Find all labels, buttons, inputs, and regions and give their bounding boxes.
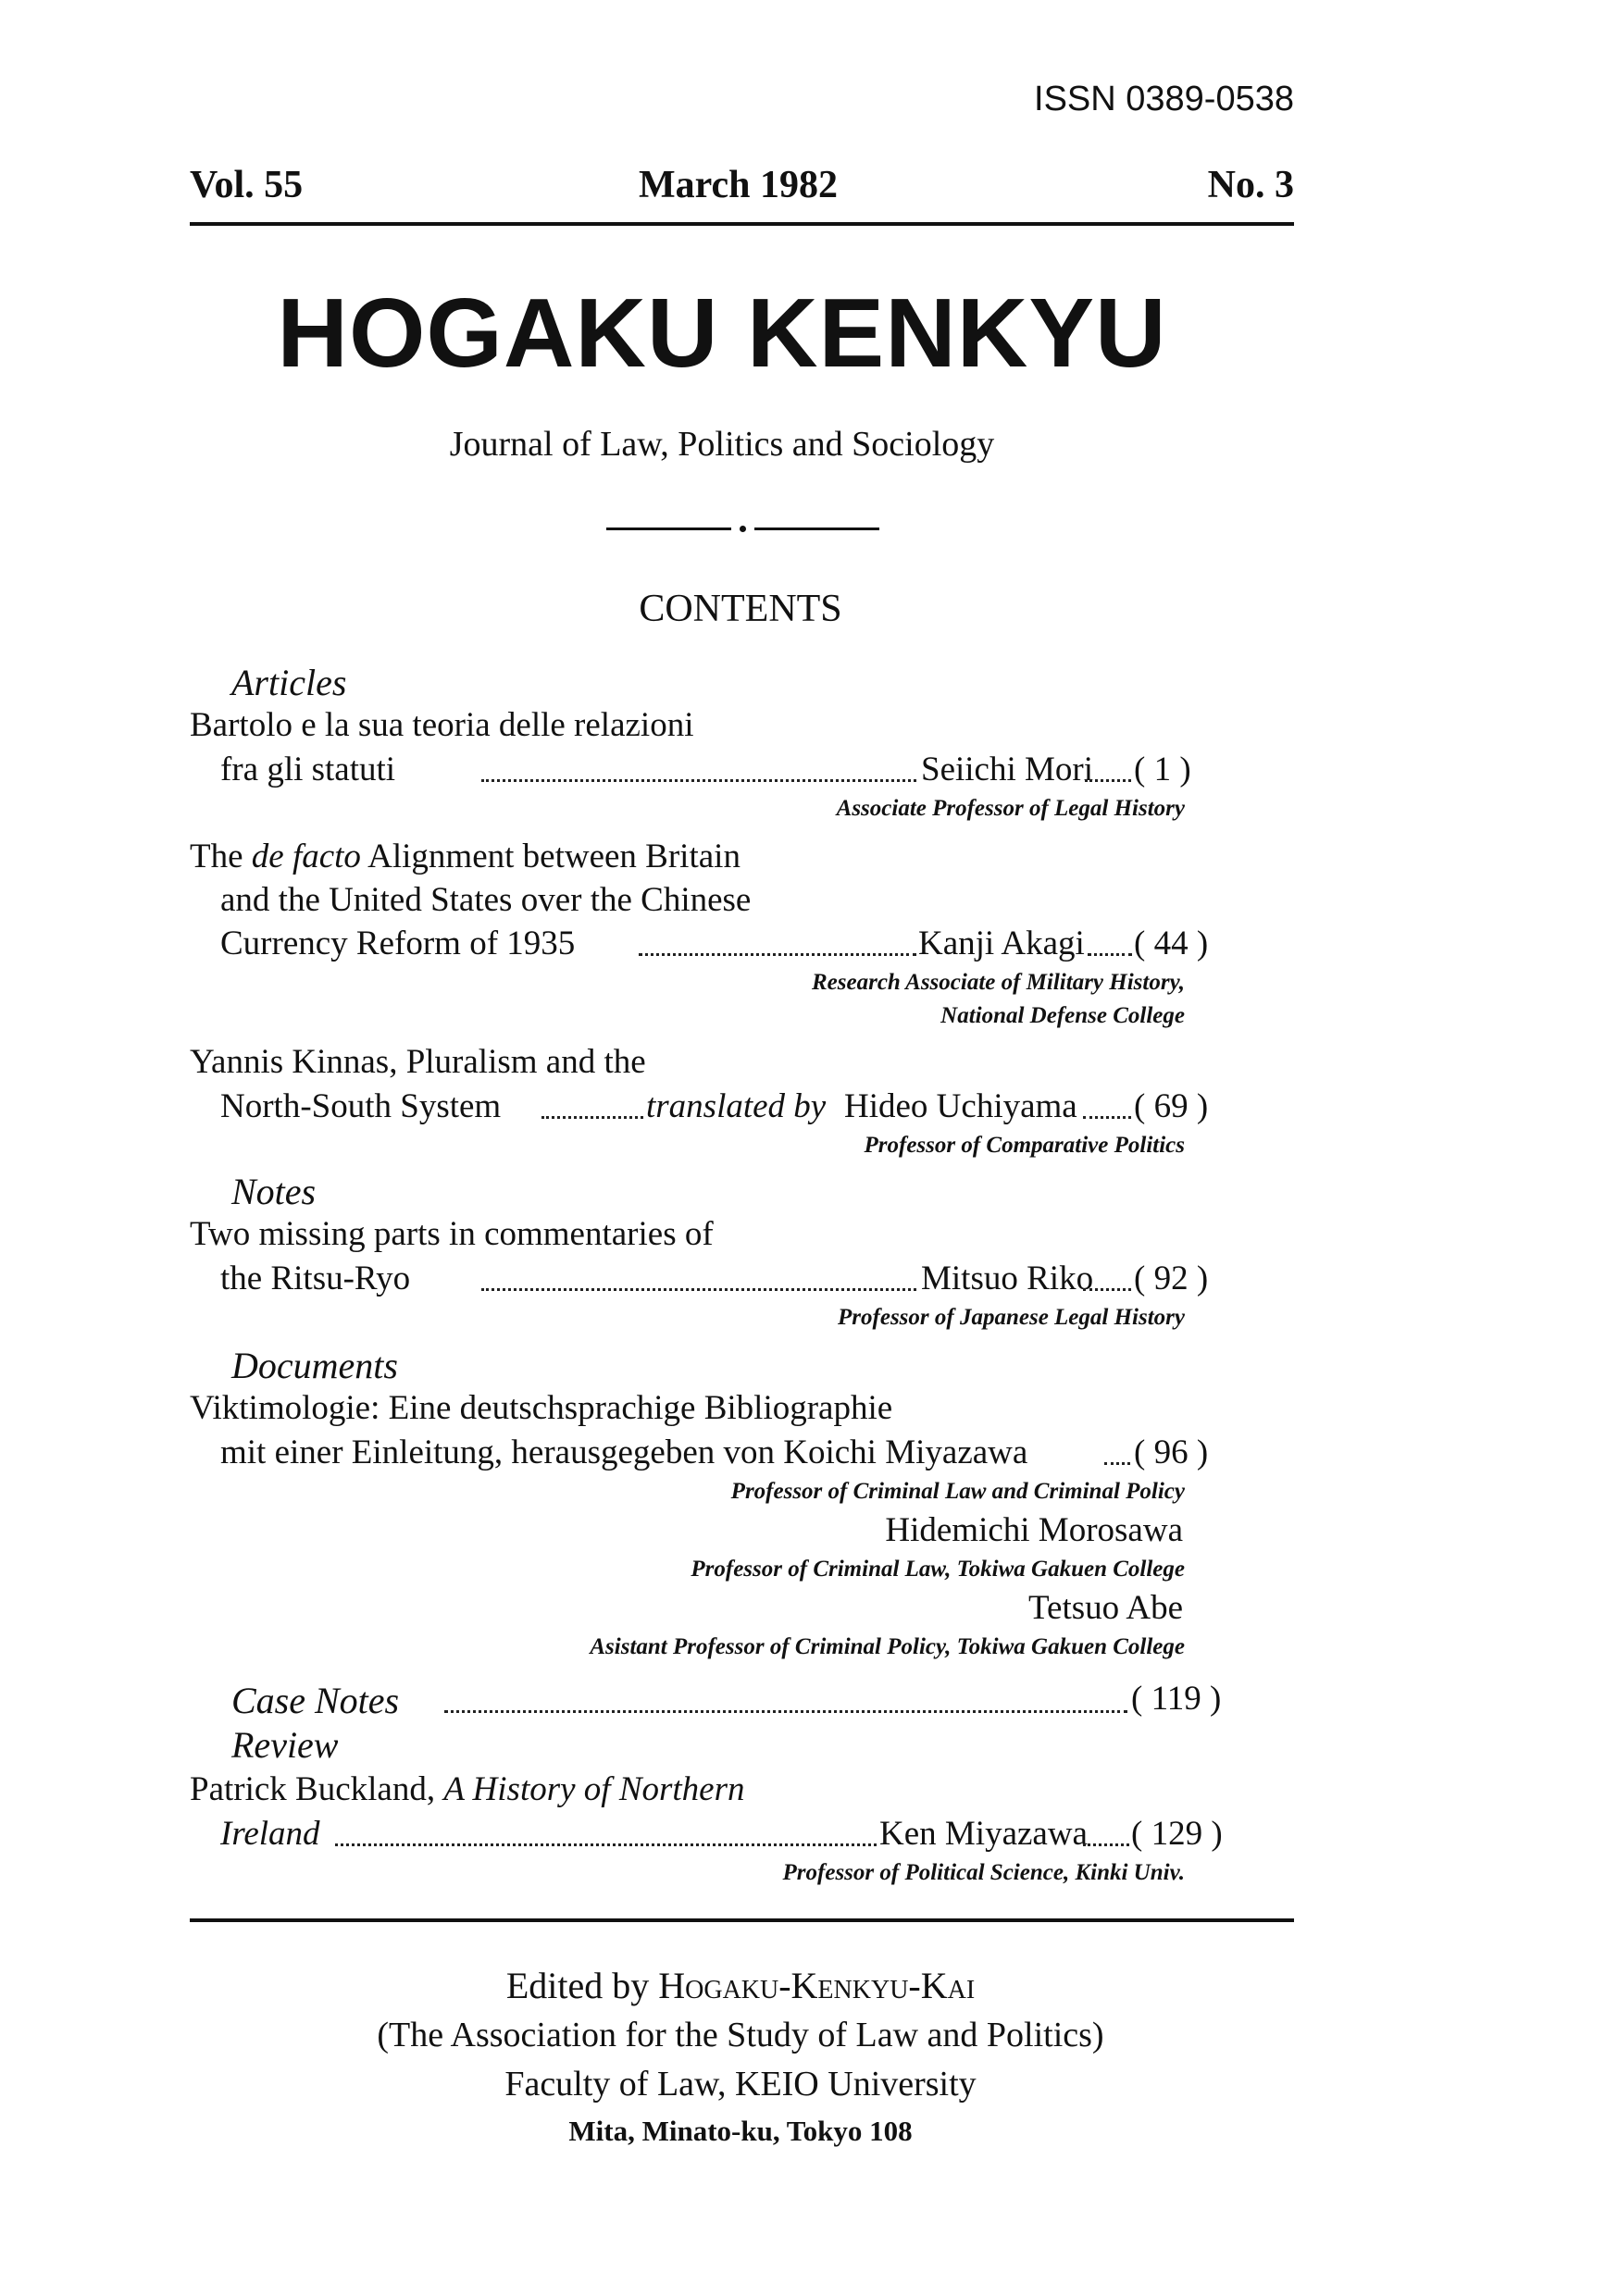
section-documents: Documents: [231, 1345, 398, 1386]
entry-uchiyama-line1: Yannis Kinnas, Pluralism and the: [190, 1043, 646, 1081]
entry-miyazawa-line2: mit einer Einleitung, herausgegeben von Koichi Miyazawa: [220, 1433, 1028, 1471]
section-case-notes: Case Notes: [231, 1680, 400, 1721]
entry-buckland-line2: Ireland: [220, 1815, 320, 1853]
entry-akagi-page: ( 44 ): [1134, 925, 1209, 962]
entry-akagi-affiliation2: National Defense College: [940, 1003, 1185, 1028]
case-notes-page: ( 119 ): [1131, 1680, 1222, 1718]
entry-riko-line1: Two missing parts in commentaries of: [190, 1215, 714, 1253]
entry-riko-line2: the Ritsu-Ryo: [220, 1260, 411, 1297]
entry-akagi-line3: Currency Reform of 1935: [220, 925, 576, 962]
entry-miyazawa-line1: Viktimologie: Eine deutschsprachige Bibliographie: [190, 1389, 893, 1427]
leader-dots: [1083, 1116, 1131, 1119]
entry-mori-author: Seiichi Mori: [921, 751, 1094, 788]
leader-dots: [541, 1116, 643, 1119]
entry-uchiyama-line2: North-South System: [220, 1087, 502, 1125]
ornament-divider: [606, 525, 884, 534]
entry-akagi-affiliation1: Research Associate of Military History,: [812, 970, 1185, 995]
entry-riko-author: Mitsuo Riko: [921, 1260, 1094, 1297]
entry-mori-line2: fra gli statuti: [220, 751, 396, 788]
bottom-rule: [190, 1918, 1294, 1922]
entry-miyazawa-page: ( 96 ): [1134, 1433, 1209, 1471]
footer-faculty: Faculty of Law, KEIO University: [504, 2065, 977, 2104]
section-review: Review: [231, 1724, 339, 1766]
akagi-line1-post: Alignment between Britain: [367, 838, 741, 875]
top-rule: [190, 222, 1294, 226]
volume: Vol. 55: [190, 164, 304, 206]
akagi-line1-pre: The: [190, 838, 243, 875]
entry-mori-affiliation: Associate Professor of Legal History: [836, 796, 1185, 821]
entry-morosawa-affiliation: Professor of Criminal Law, Tokiwa Gakuen College: [691, 1557, 1185, 1582]
footer-edited-by: [0, 1964, 1481, 2007]
leader-dots: [444, 1710, 1127, 1713]
footer-association: (The Association for the Study of Law and Politics): [377, 2016, 1104, 2054]
leader-dots: [1085, 779, 1131, 782]
leader-dots: [1088, 953, 1132, 956]
entry-abe-author: Tetsuo Abe: [1028, 1589, 1183, 1627]
section-articles: Articles: [231, 662, 347, 703]
entry-abe-affiliation: Asistant Professor of Criminal Policy, Tokiwa Gakuen College: [590, 1634, 1185, 1659]
entry-riko-page: ( 92 ): [1134, 1260, 1209, 1297]
entry-akagi-line2: and the United States over the Chinese: [220, 881, 752, 919]
entry-uchiyama-author: Hideo Uchiyama: [844, 1087, 1077, 1125]
buckland-author-book: Patrick Buckland,: [190, 1770, 436, 1808]
leader-dots: [1083, 1288, 1131, 1291]
issue-number: No. 3: [1207, 164, 1294, 206]
leader-dots: [481, 1288, 916, 1291]
entry-buckland-reviewer: Ken Miyazawa: [879, 1815, 1088, 1853]
entry-akagi-line1: [190, 837, 741, 876]
contents-heading: CONTENTS: [639, 588, 842, 630]
edited-by-label: Edited by: [505, 1965, 650, 2006]
entry-morosawa-author: Hidemichi Morosawa: [885, 1511, 1183, 1549]
leader-dots: [639, 953, 916, 956]
entry-miyazawa-affiliation: Professor of Criminal Law and Criminal Policy: [730, 1479, 1185, 1504]
footer-address: Mita, Minato-ku, Tokyo 108: [568, 2115, 913, 2147]
issn: ISSN 0389-0538: [1034, 80, 1294, 118]
entry-mori-page: ( 1 ): [1134, 751, 1191, 788]
entry-buckland-affiliation: Professor of Political Science, Kinki Univ.: [782, 1860, 1185, 1885]
leader-dots: [481, 779, 916, 782]
entry-buckland-line1: [190, 1769, 745, 1809]
entry-akagi-author: Kanji Akagi: [918, 925, 1085, 962]
journal-subtitle: Journal of Law, Politics and Sociology: [449, 425, 995, 464]
section-notes: Notes: [231, 1171, 317, 1212]
entry-buckland-page: ( 129 ): [1131, 1815, 1223, 1853]
issue-date: March 1982: [639, 164, 839, 206]
leader-dots: [1104, 1462, 1130, 1465]
buckland-title-part1: A History of Northern: [443, 1770, 745, 1808]
entry-uchiyama-affiliation: Professor of Comparative Politics: [864, 1133, 1185, 1158]
leader-dots: [335, 1843, 877, 1846]
society-name: Hogaku-Kenkyu-Kai: [658, 1965, 976, 2006]
entry-riko-affiliation: Professor of Japanese Legal History: [838, 1305, 1185, 1330]
entry-mori-line1: Bartolo e la sua teoria delle relazioni: [190, 706, 694, 744]
entry-uchiyama-page: ( 69 ): [1134, 1087, 1209, 1125]
akagi-line1-italic: de facto: [251, 838, 361, 875]
leader-dots: [1083, 1843, 1129, 1846]
journal-title: HOGAKU KENKYU: [277, 279, 1167, 388]
entry-uchiyama-translated: translated by: [646, 1087, 827, 1125]
